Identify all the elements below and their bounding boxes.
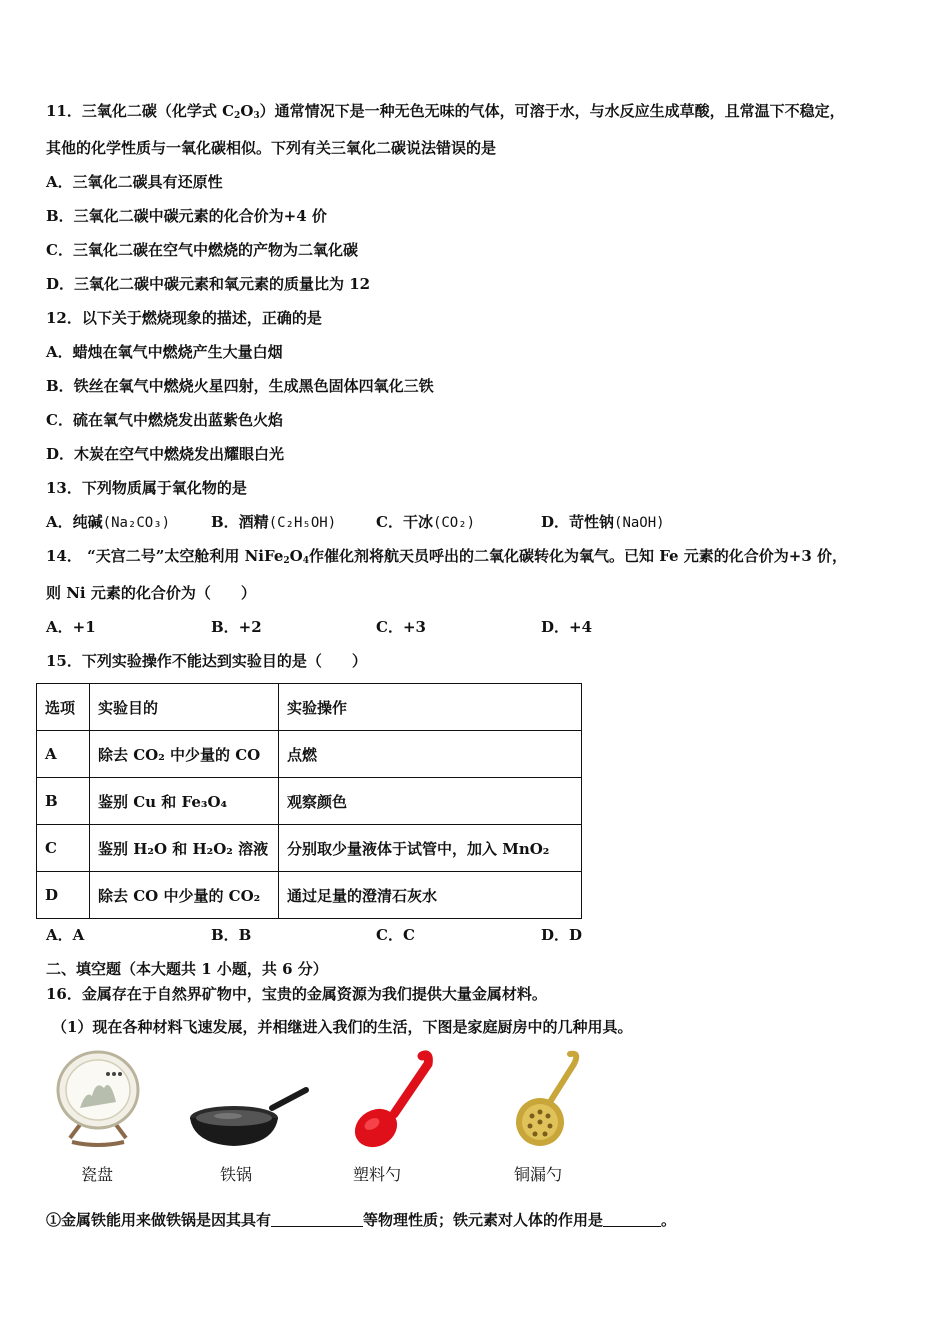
q16-sub1-text-c: 。 [661,1211,677,1229]
caption-porcelain-plate: 瓷盘 [81,1165,114,1184]
copper-skimmer-icon [510,1050,582,1150]
q11-option-b: B．三氧化二碳中碳元素的化合价为+4 价 [46,207,327,225]
q14-option-d: D．+4 [541,618,593,636]
answer-blank-1[interactable] [271,1210,363,1227]
q14-option-a: A．+1 [46,618,96,636]
q12-stem: 12．以下关于燃烧现象的描述，正确的是 [46,309,322,327]
table-cell-goal: 除去 CO₂ 中少量的 CO [90,731,279,778]
section-2-heading: 二、填空题（本大题共 1 小题，共 6 分） [46,960,328,978]
q13-option-a [46,512,170,533]
table-cell-goal: 鉴别 Cu 和 Fe₃O₄ [90,778,279,825]
table-row [37,778,582,825]
q14-text-b: O [289,547,303,565]
table-row [37,825,582,872]
q15-stem: 15．下列实验操作不能达到实验目的是（ ） [46,652,367,670]
q14-sub4: 4 [302,556,309,566]
q13-option-c [376,512,475,533]
table-cell-option: D [37,872,90,919]
q12-option-d: D．木炭在空气中燃烧发出耀眼白光 [46,445,285,463]
q13-option-d [541,512,665,533]
table-cell-option: B [37,778,90,825]
q13-option-b-formula: (C₂H₅OH) [268,515,337,531]
table-cell-operation: 通过足量的澄清石灰水 [279,872,582,919]
porcelain-plate-icon [52,1050,144,1150]
table-cell-option: C [37,825,90,872]
q16-part1: （1）现在各种材料飞速发展，并相继进入我们的生活，下图是家庭厨房中的几种用具。 [52,1018,633,1036]
q11-sub3: 3 [253,111,260,121]
q11-line2: 其他的化学性质与一氧化碳相似。下列有关三氧化二碳说法错误的是 [46,139,497,157]
table-header-row [37,684,582,731]
q13-option-d-formula: (NaOH) [614,515,665,531]
q14-sub2: 2 [283,556,290,566]
experiment-table [36,683,582,919]
table-header-cell: 实验目的 [90,684,279,731]
q13-option-c-label: C．干冰 [376,513,433,531]
q11-option-a: A．三氧化二碳具有还原性 [46,173,223,191]
caption-iron-wok: 铁锅 [220,1165,253,1184]
q14-text-a: 14． “天宫二号”太空舱利用 NiFe [46,547,284,565]
q16-sub1 [46,1210,676,1230]
q13-option-d-label: D．苛性钠 [541,513,615,531]
q12-option-b: B．铁丝在氧气中燃烧火星四射，生成黑色固体四氧化三铁 [46,377,434,395]
q11-option-c: C．三氧化二碳在空气中燃烧的产物为二氧化碳 [46,241,358,259]
q13-option-c-formula: (CO₂) [432,515,476,531]
q15-option-a: A．A [46,926,85,944]
q16-sub1-text-a: ①金属铁能用来做铁锅是因其具有 [46,1211,272,1229]
q16-stem: 16．金属存在于自然界矿物中，宝贵的金属资源为我们提供大量金属材料。 [46,985,547,1003]
answer-blank-2[interactable] [603,1210,661,1227]
q15-option-c: C．C [376,926,415,944]
table-cell-operation: 分别取少量液体于试管中，加入 MnO₂ [279,825,582,872]
q11-sub2: 2 [234,111,241,121]
q13-stem: 13．下列物质属于氧化物的是 [46,479,247,497]
q14-option-c: C．+3 [376,618,426,636]
table-row [37,731,582,778]
table-cell-goal: 鉴别 H₂O 和 H₂O₂ 溶液 [90,825,279,872]
q13-option-b-label: B．酒精 [211,513,269,531]
q13-option-a-label: A．纯碱 [46,513,103,531]
q11-line1 [46,101,845,121]
q11-text-c: ）通常情况下是一种无色无味的气体，可溶于水，与水反应生成草酸，且常温下不稳定， [259,102,845,120]
caption-plastic-spoon: 塑料勺 [353,1165,402,1184]
table-cell-operation: 观察颜色 [279,778,582,825]
table-cell-operation: 点燃 [279,731,582,778]
table-header-cell: 实验操作 [279,684,582,731]
plastic-spoon-icon [350,1050,434,1150]
q12-option-a: A．蜡烛在氧气中燃烧产生大量白烟 [46,343,283,361]
q11-text-a: 11．三氧化二碳（化学式 C [46,102,235,120]
table-header-cell: 选项 [37,684,90,731]
q13-option-b [211,512,336,533]
q11-text-b: O [240,102,254,120]
q11-option-d: D．三氧化二碳中碳元素和氧元素的质量比为 12 [46,275,371,293]
q14-option-b: B．+2 [211,618,262,636]
q15-option-b: B．B [211,926,252,944]
caption-copper-skimmer: 铜漏勺 [514,1165,563,1184]
q12-option-c: C．硫在氧气中燃烧发出蓝紫色火焰 [46,411,283,429]
iron-wok-icon [188,1050,310,1150]
q13-option-a-formula: (Na₂CO₃) [102,515,171,531]
q15-option-d: D．D [541,926,583,944]
q14-text-c: 作催化剂将航天员呼出的二氧化碳转化为氧气。已知 Fe 元素的化合价为+3 价， [308,547,848,565]
table-cell-goal: 除去 CO 中少量的 CO₂ [90,872,279,919]
q14-line1 [46,546,847,566]
table-cell-option: A [37,731,90,778]
q14-line2: 则 Ni 元素的化合价为（ ） [46,584,256,602]
q16-sub1-text-b: 等物理性质；铁元素对人体的作用是 [363,1211,604,1229]
table-row [37,872,582,919]
